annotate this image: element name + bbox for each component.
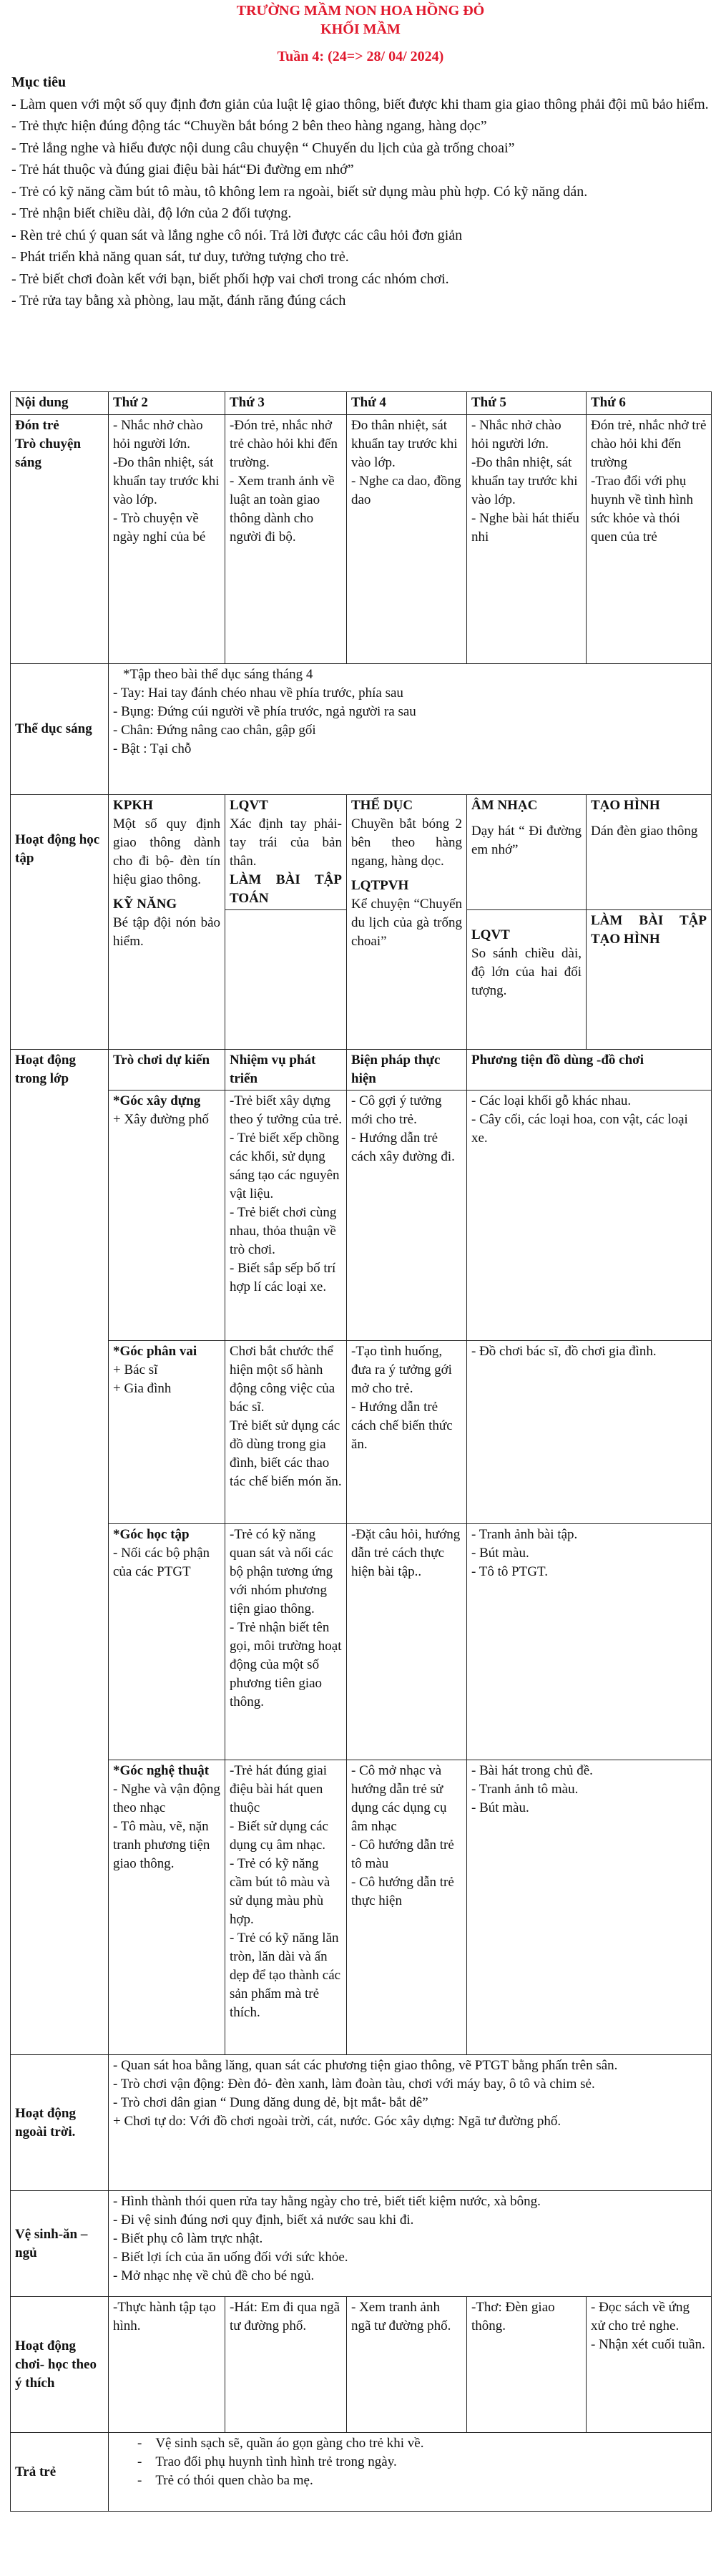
corner-task: -Trẻ biết xây dựng theo ý tưởng của trẻ. - Trẻ biết xếp chồng các khối, sử dụng sáng tạo các nguyên vật liệu. - Trẻ biết chơi cùng nhau, thỏa thuận về trò chơi. - Biết sắp sếp bố trí hợp lí các loại xe. (225, 1091, 347, 1341)
day-cell: - Nhắc nhở chào hỏi người lớn. -Đo thân nhiệt, sát khuẩn tay trước khi vào lớp. - Trò chuyện về ngày nghỉ của bé (109, 415, 225, 664)
subject-body: Dạy hát “ Đi đường em nhớ” (471, 824, 582, 857)
corner-title: *Góc nghệ thuật (113, 1763, 210, 1778)
corner-activities: - Nối các bộ phận của các PTGT (113, 1546, 210, 1579)
corner-task: Chơi bắt chước thể hiện một số hành động công việc của bác sĩ. Trẻ biết sử dụng các đồ dùng trong gia đình, biết các thao tác chế biến món ăn. (225, 1341, 347, 1524)
hygiene-row (11, 2191, 712, 2297)
hygiene-item: - Hình thành thói quen rửa tay hằng ngày cho trẻ, biết tiết kiệm nước, xà bông. (113, 2194, 541, 2209)
hygiene-item: - Mở nhạc nhẹ về chủ đề cho bé ngủ. (113, 2268, 315, 2283)
corner-row-roleplay (11, 1341, 712, 1524)
outdoor-cell (109, 2055, 712, 2191)
corner-col-header: Phương tiện đồ dùng -đồ chơi (467, 1050, 712, 1091)
afternoon-day: -Hát: Em đi qua ngã tư đường phố. (225, 2297, 347, 2433)
corner-activities: + Bác sĩ + Gia đình (113, 1362, 172, 1396)
header-cell: Thứ 2 (109, 392, 225, 415)
dismissal-row (11, 2433, 712, 2512)
afternoon-row (11, 2297, 712, 2433)
corner-game (109, 1760, 225, 2055)
hygiene-cell (109, 2191, 712, 2297)
learning-thursday-2 (467, 910, 587, 1050)
goal-item: - Trẻ có kỹ năng cầm bút tô màu, tô không lem ra ngoài, biết sử dụng màu phù hợp. Có kỹ năng dán. (11, 183, 588, 200)
corners-header-row (11, 1050, 712, 1091)
subject-body: Chuyền bắt bóng 2 bên theo hàng ngang, hàng dọc. (351, 816, 462, 869)
goals-title: Mục tiêu (11, 74, 67, 90)
corner-title: *Góc xây dựng (113, 1093, 201, 1108)
subject-title: LÀM BÀI TẬP TẠO HÌNH (591, 913, 707, 947)
header-cell: Thứ 5 (467, 392, 587, 415)
row-label: Vệ sinh-ăn –ngủ (11, 2191, 109, 2297)
afternoon-day: -Thơ: Đèn giao thông. (467, 2297, 587, 2433)
outdoor-item: + Chơi tự do: Với đồ chơi ngoài trời, cát, nước. Góc xây dựng: Ngã tư đường phố. (113, 2114, 561, 2129)
goal-item: - Trẻ lắng nghe và hiểu được nội dung câu chuyện “ Chuyến du lịch của gà trống choai” (11, 140, 515, 156)
day-cell: Đón trẻ, nhắc nhở trẻ chào hỏi khi đến trường -Trao đổi với phụ huynh về tình hình sức khỏe và thói quen của trẻ (587, 415, 712, 664)
corner-tools: - Đồ chơi bác sĩ, đồ chơi gia đình. (467, 1341, 712, 1524)
school-name: TRƯỜNG MẦM NON HOA HỒNG ĐỎ (236, 3, 485, 19)
corner-col-header: Trò chơi dự kiến (109, 1050, 225, 1091)
learning-thursday (467, 795, 587, 910)
corner-game (109, 1341, 225, 1524)
corner-game (109, 1524, 225, 1760)
goal-item: - Trẻ nhận biết chiều dài, độ lớn của 2 đối tượng. (11, 205, 292, 221)
exercise-item: - Bật : Tại chỗ (113, 741, 192, 756)
corner-method: -Tạo tình huống, đưa ra ý tưởng gới mở cho trẻ. - Hướng dẫn trẻ cách chế biến thức ăn. (347, 1341, 467, 1524)
row-label: Trả trẻ (11, 2433, 109, 2512)
row-label: Hoạt động trong lớp (11, 1050, 109, 2055)
afternoon-day: - Xem tranh ảnh ngã tư đường phố. (347, 2297, 467, 2433)
row-label: Hoạt động chơi- học theo ý thích (11, 2297, 109, 2433)
hygiene-item: - Đi vệ sinh đúng nơi quy định, biết xả nước sau khi đi. (113, 2212, 414, 2228)
goal-item: - Trẻ hát thuộc và đúng giai điệu bài hát“Đi đường em nhớ” (11, 162, 354, 177)
subject-body: So sánh chiều dài, độ lớn của hai đối tượng. (471, 946, 582, 998)
learning-row-1 (11, 795, 712, 910)
exercise-item: - Bụng: Đứng cúi người về phía trước, ngả người ra sau (113, 704, 416, 719)
outdoor-item: - Trò chơi vận động: Đèn đỏ- đèn xanh, làm đoàn tàu, chơi với máy bay, ô tô và chim sẻ. (113, 2077, 595, 2092)
row-label: Hoạt động học tập (11, 795, 109, 1050)
learning-friday-2 (587, 910, 712, 1050)
corner-col-header: Nhiệm vụ phát triển (225, 1050, 347, 1091)
corner-method: - Cô gợi ý tưởng mới cho trẻ. - Hướng dẫn trẻ cách xây đường đi. (347, 1091, 467, 1341)
week-title: Tuần 4: (24=> 28/ 04/ 2024) (277, 49, 444, 64)
subject-body: Kể chuyện “Chuyến du lịch của gà trống choai” (351, 897, 462, 949)
subject-title: KỸ NĂNG (113, 897, 177, 912)
day-cell: -Đón trẻ, nhắc nhở trẻ chào hỏi khi đến trường. - Xem tranh ảnh về luật an toàn giao thông dành cho người đi bộ. (225, 415, 347, 664)
afternoon-day: -Thực hành tập tạo hình. (109, 2297, 225, 2433)
exercise-item: - Chân: Đứng nâng cao chân, gập gối (113, 723, 316, 738)
hygiene-item: - Biết lợi ích của ăn uống đối với sức khỏe. (113, 2250, 348, 2265)
goal-item: - Làm quen với một số quy định đơn giản của luật lệ giao thông, biết được khi tham gia giao thông phải đội mũ bảo hiểm. (11, 96, 709, 112)
afternoon-day: - Đọc sách về ứng xử cho trẻ nghe. - Nhận xét cuối tuần. (587, 2297, 712, 2433)
exercise-item: - Tay: Hai tay đánh chéo nhau về phía trước, phía sau (113, 686, 403, 701)
row-label: Hoạt động ngoài trời. (11, 2055, 109, 2191)
dismissal-item: - Vệ sinh sạch sẽ, quần áo gọn gàng cho trẻ khi về. (137, 2436, 424, 2451)
corner-activities: + Xây đường phố (113, 1112, 209, 1127)
dismissal-text: Vệ sinh sạch sẽ, quần áo gọn gàng cho trẻ khi về. (155, 2436, 424, 2451)
header-cell: Thứ 6 (587, 392, 712, 415)
subject-title: LQVT (471, 927, 510, 942)
corner-row-building (11, 1091, 712, 1341)
day-cell: - Nhắc nhở chào hỏi người lớn. -Đo thân nhiệt, sát khuẩn tay trước khi vào lớp. - Nghe bài hát thiếu nhi (467, 415, 587, 664)
goal-item: - Rèn trẻ chú ý quan sát và lắng nghe cô nói. Trả lời được các câu hỏi đơn giản (11, 227, 463, 243)
outdoor-item: - Quan sát hoa bằng lăng, quan sát các phương tiện giao thông, vẽ PTGT bằng phấn trên sân. (113, 2058, 618, 2073)
subject-title: KPKH (113, 798, 153, 813)
day-cell: Đo thân nhiệt, sát khuẩn tay trước khi vào lớp. - Nghe ca dao, đồng dao (347, 415, 467, 664)
subject-body: Dán đèn giao thông (591, 824, 698, 839)
welcome-row (11, 415, 712, 664)
corner-col-header: Biện pháp thực hiện (347, 1050, 467, 1091)
exercise-row (11, 664, 712, 795)
class-name: KHỐI MẦM (320, 21, 401, 37)
dismissal-cell (109, 2433, 712, 2512)
corner-task: -Trẻ hát đúng giai điệu bài hát quen thuộc - Biết sử dụng các dụng cụ âm nhạc. - Trẻ có kỹ năng cầm bút tô màu và sử dụng màu phù hợp. - Trẻ có kỹ năng lăn tròn, lăn dài và ấn dẹp để tạo thành các sản phẩm mà trẻ thích. (225, 1760, 347, 2055)
corner-tools: - Các loại khối gỗ khác nhau. - Cây cối, các loại hoa, con vật, các loại xe. (467, 1091, 712, 1341)
hygiene-item: - Biết phụ cô làm trực nhật. (113, 2231, 263, 2246)
learning-wednesday (347, 795, 467, 1050)
corner-task: -Trẻ có kỹ năng quan sát và nối các bộ phận tương ứng với nhóm phương tiện giao thông. - Trẻ nhận biết tên gọi, môi trường hoạt động của một số phương tiên giao thông. (225, 1524, 347, 1760)
corner-row-art (11, 1760, 712, 2055)
goals-section (11, 72, 712, 312)
outdoor-item: - Trò chơi dân gian “ Dung dăng dung dẻ, bịt mắt- bắt dê” (113, 2095, 428, 2110)
subject-body: Xác định tay phải- tay trái của bản thân. (230, 816, 342, 869)
corner-tools: - Bài hát trong chủ đề. - Tranh ảnh tô màu. - Bút màu. (467, 1760, 712, 2055)
subject-body: Một số quy định giao thông dành cho đi bộ- đèn tín hiệu giao thông. (113, 816, 220, 887)
exercise-intro: *Tập theo bài thể dục sáng tháng 4 (123, 667, 313, 682)
subject-title: ÂM NHẠC (471, 798, 538, 813)
subject-title: LQVT (230, 798, 268, 813)
corner-method: -Đặt câu hỏi, hướng dẫn trẻ cách thực hiện bài tập.. (347, 1524, 467, 1760)
goal-item: - Trẻ thực hiện đúng động tác “Chuyền bắt bóng 2 bên theo hàng ngang, hàng dọc” (11, 118, 487, 134)
header-cell: Thứ 3 (225, 392, 347, 415)
dismissal-text: Trao đổi phụ huynh tình hình trẻ trong ngày. (155, 2454, 397, 2469)
header-cell: Nội dung (11, 392, 109, 415)
row-label: Thể dục sáng (11, 664, 109, 795)
corner-row-study (11, 1524, 712, 1760)
corner-method: - Cô mở nhạc và hướng dẫn trẻ sử dụng các dụng cụ âm nhạc - Cô hướng dẫn trẻ tô màu - Cô hướng dẫn trẻ thực hiện (347, 1760, 467, 2055)
dismissal-item: - Trẻ có thói quen chào ba mẹ. (137, 2473, 313, 2488)
header-cell: Thứ 4 (347, 392, 467, 415)
weekly-plan-table (10, 391, 712, 2512)
corner-title: *Góc học tập (113, 1527, 190, 1542)
subject-title: LQTPVH (351, 878, 409, 893)
dismissal-item: - Trao đổi phụ huynh tình hình trẻ trong ngày. (137, 2454, 397, 2469)
subject-body: Bé tập đội nón bảo hiểm. (113, 915, 220, 949)
corner-game (109, 1091, 225, 1341)
dismissal-text: Trẻ có thói quen chào ba mẹ. (155, 2473, 313, 2488)
goal-item: - Trẻ rửa tay bằng xà phòng, lau mặt, đánh răng đúng cách (11, 293, 346, 308)
corner-tools: - Tranh ảnh bài tập. - Bút màu. - Tô tô PTGT. (467, 1524, 712, 1760)
goal-item: - Phát triển khả năng quan sát, tư duy, tưởng tượng cho trẻ. (11, 249, 349, 265)
goal-item: - Trẻ biết chơi đoàn kết với bạn, biết phối hợp vai chơi trong các nhóm chơi. (11, 270, 449, 287)
corner-activities: - Nghe và vận động theo nhạc - Tô màu, vẽ, nặn tranh phương tiện giao thông. (113, 1782, 220, 1871)
learning-friday (587, 795, 712, 910)
outdoor-row (11, 2055, 712, 2191)
row-label: Đón trẻ Trò chuyện sáng (11, 415, 109, 664)
subject-title: LÀM BÀI TẬP TOÁN (230, 872, 342, 906)
corner-title: *Góc phân vai (113, 1344, 197, 1359)
learning-tuesday (225, 795, 347, 910)
subject-title: TẠO HÌNH (591, 798, 660, 813)
learning-monday (109, 795, 225, 1050)
table-header-row (11, 392, 712, 415)
exercise-cell (109, 664, 712, 795)
subject-title: THỂ DỤC (351, 798, 413, 813)
learning-tuesday-2 (225, 910, 347, 1050)
